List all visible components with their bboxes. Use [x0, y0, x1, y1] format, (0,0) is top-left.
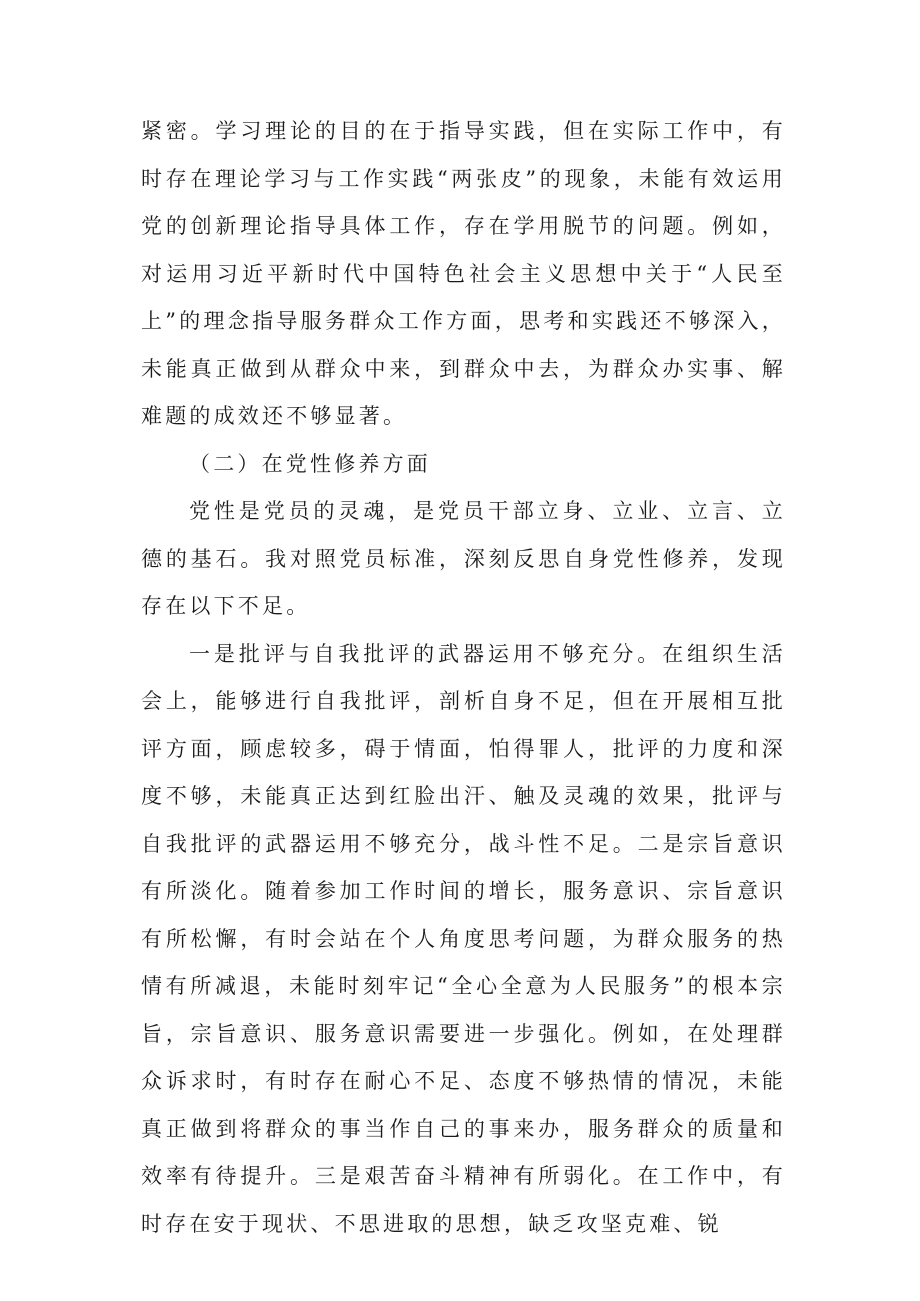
section-heading: （二）在党性修养方面: [189, 451, 431, 476]
document-body: [141, 108, 786, 1248]
continuation-paragraph: 紧密。学习理论的目的在于指导实践，但在实际工作中，有时存在理论学习与工作实践“两张皮”的现象，未能有效运用党的创新理论指导具体工作，存在学用脱节的问题。例如，对运用习近平新时代中国特色社会主义思想中关于“人民至上”的理念指导服务群众工作方面，思考和实践还不够深入，未能真正做到从群众中来，到群众中去，为群众办实事、解难题的成效还不够显著。: [141, 119, 786, 428]
body-paragraph: 一是批评与自我批评的武器运用不够充分。在组织生活会上，能够进行自我批评，剖析自身不足，但在开展相互批评方面，顾虑较多，碍于情面，怕得罪人，批评的力度和深度不够，未能真正达到红脸出汗、触及灵魂的效果，批评与自我批评的武器运用不够充分，战斗性不足。二是宗旨意识有所淡化。随着参加工作时间的增长，服务意识、宗旨意识有所松懈，有时会站在个人角度思考问题，为群众服务的热情有所减退，未能时刻牢记“全心全意为人民服务”的根本宗旨，宗旨意识、服务意识需要进一步强化。例如，在处理群众诉求时，有时存在耐心不足、态度不够热情的情况，未能真正做到将群众的事当作自己的事来办，服务群众的质量和效率有待提升。三是艰苦奋斗精神有所弱化。在工作中，有时存在安于现状、不思进取的思想，缺乏攻坚克难、锐: [141, 641, 786, 1236]
intro-paragraph: 党性是党员的灵魂，是党员干部立身、立业、立言、立德的基石。我对照党员标准，深刻反思自身党性修养，发现存在以下不足。: [141, 499, 786, 618]
